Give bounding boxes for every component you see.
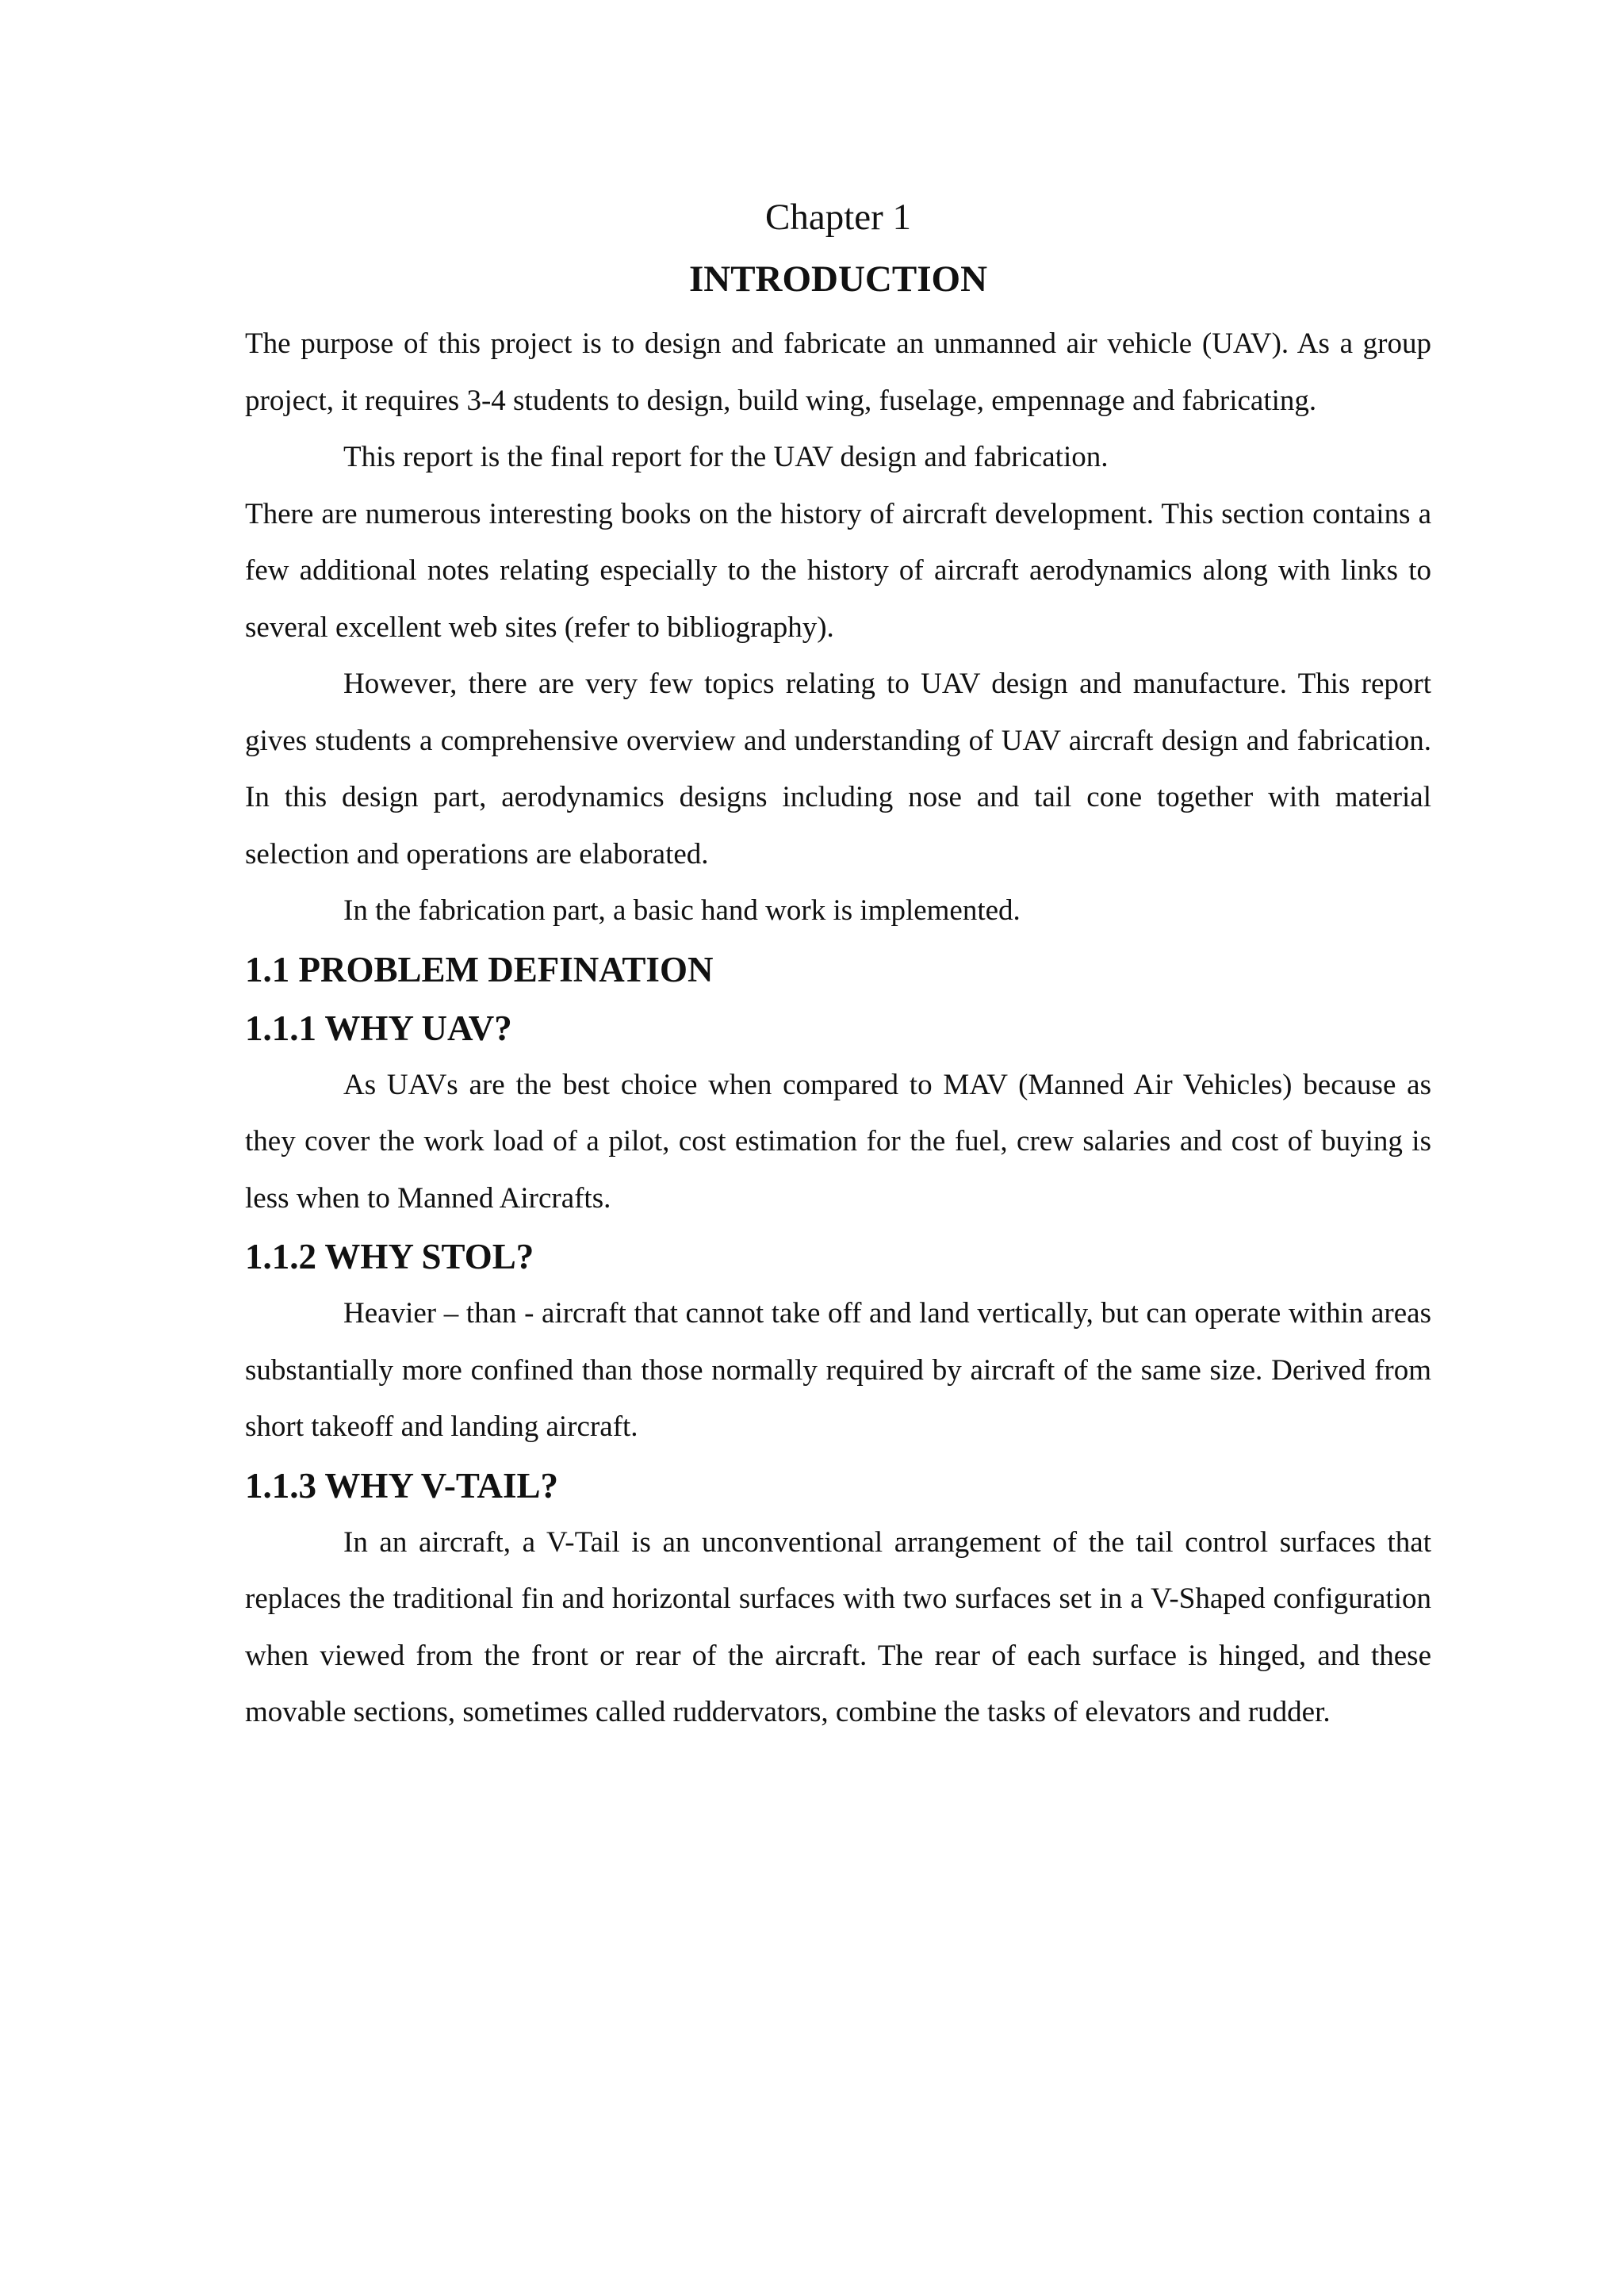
intro-paragraph-final-report: This report is the final report for the UAV design and fabrication. [343, 441, 1109, 473]
paragraph-why-v-tail: In an aircraft, a V-Tail is an unconventional arrangement of the tail control surfaces that replaces the traditional fin and horizontal surfaces with two surfaces set in a V-Shaped configuration when viewed from the front or rear of the aircraft. The rear of each surface is hinged, and these movable sections, sometimes called ruddervators, combine the tasks of elevators and rudder. [245, 1525, 1431, 1728]
paragraph-why-stol: Heavier – than - aircraft that cannot take off and land vertically, but can operate within areas substantially more confined than those normally required by aircraft of the same size. Derived from short takeoff and landing aircraft. [245, 1297, 1431, 1443]
chapter-label: Chapter 1 [764, 197, 912, 238]
page-content [245, 187, 1431, 1741]
intro-paragraph-fabrication: In the fabrication part, a basic hand work is implemented. [343, 894, 1021, 927]
intro-paragraph-overview: However, there are very few topics relating to UAV design and manufacture. This report gives students a comprehensive overview and understanding of UAV aircraft design and fabrication. In this design part, aerodynamics designs including nose and tail cone together with material selection and operations are elaborated. [245, 668, 1431, 871]
section-heading-problem-definition: 1.1 PROBLEM DEFINATION [245, 949, 714, 989]
intro-paragraph-purpose: The purpose of this project is to design and fabricate an unmanned air vehicle (UAV). As a group project, it requires 3-4 students to design, build wing, fuselage, empennage and fabricating. [245, 327, 1431, 417]
section-heading-why-v-tail: 1.1.3 WHY V-TAIL? [245, 1465, 559, 1506]
intro-paragraph-history: There are numerous interesting books on the history of aircraft development. This section contains a few additional notes relating especially to the history of aircraft aerodynamics along with links to several excellent web sites (refer to bibliography). [245, 497, 1431, 644]
section-heading-why-stol: 1.1.2 WHY STOL? [245, 1237, 534, 1276]
section-heading-why-uav: 1.1.1 WHY UAV? [245, 1008, 512, 1048]
chapter-title: INTRODUCTION [688, 258, 988, 300]
paragraph-why-uav: As UAVs are the best choice when compared to MAV (Manned Air Vehicles) because as they cover the work load of a pilot, cost estimation for the fuel, crew salaries and cost of buying is less when to Manned Aircrafts. [245, 1068, 1431, 1215]
